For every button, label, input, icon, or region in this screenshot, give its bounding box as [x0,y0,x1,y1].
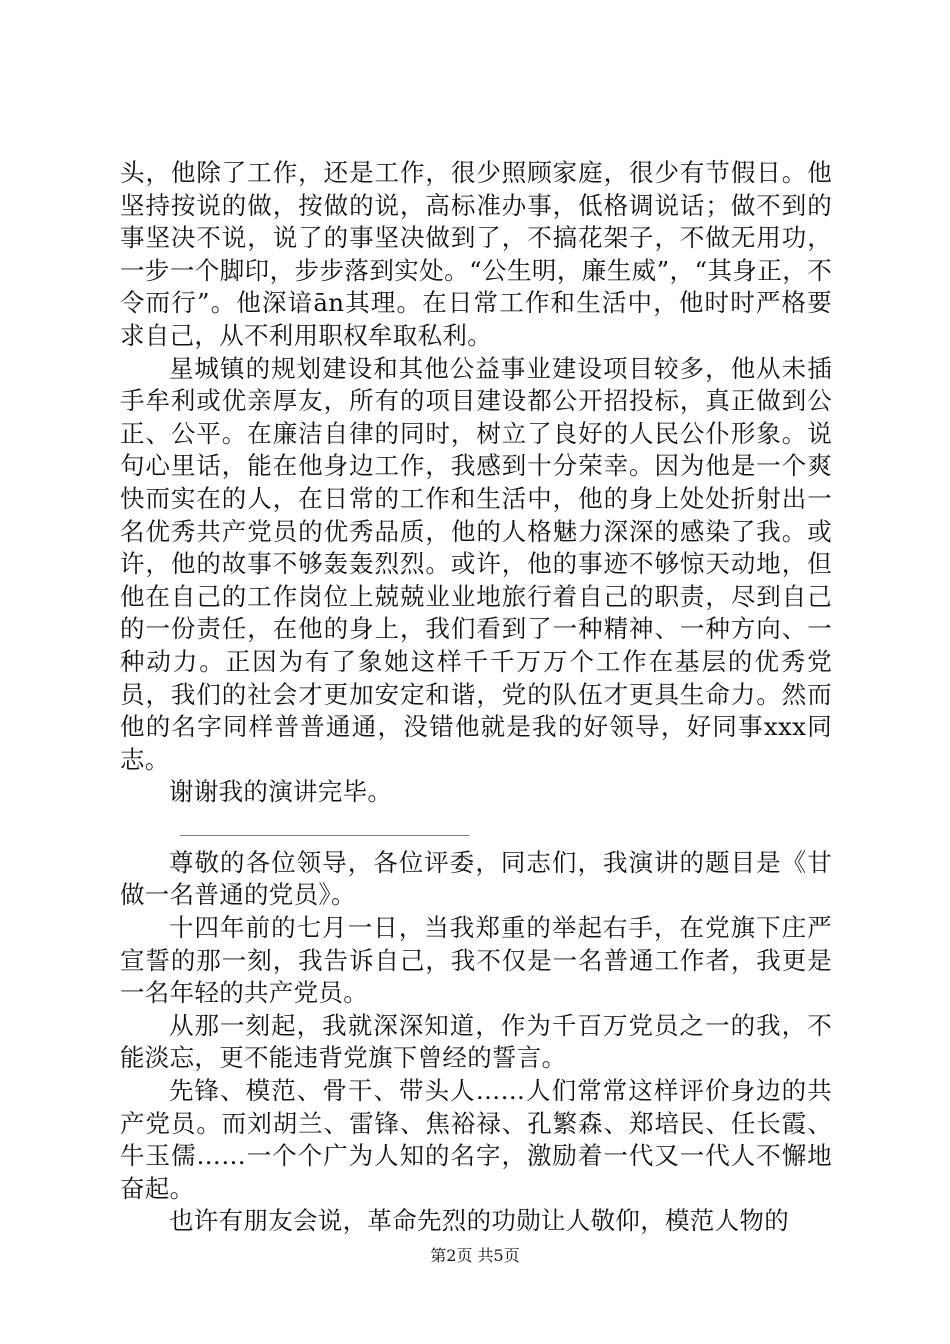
document-body [120,157,832,1238]
section-divider: ________________________________ [180,817,469,836]
paragraph-5: 十四年前的七月一日，当我郑重的举起右手，在党旗下庄严宣誓的那一刻，我告诉自己，我不仅是一名普通工作者，我更是一名年轻的共产党员。 [120,913,832,1008]
page-footer: 第2页 共5页 [430,1246,520,1265]
paragraph-7: 先锋、模范、骨干、带头人……人们常常这样评价身边的共产党员。而刘胡兰、雷锋、焦裕禄、孔繁森、郑培民、任长霞、牛玉儒……一个个广为人知的名字，激励着一代又一代人不懈地奋起。 [120,1076,832,1203]
paragraph-8: 也许有朋友会说，革命先烈的功勋让人敬仰，模范人物的 [169,1206,789,1236]
paragraph-6: 从那一刻起，我就深深知道，作为千百万党员之一的我，不能淡忘，更不能违背党旗下曾经的誓言。 [120,1010,832,1073]
paragraph-1: 头，他除了工作，还是工作，很少照顾家庭，很少有节假日。他坚持按说的做，按做的说，高标准办事，低格调说话；做不到的事坚决不说，说了的事坚决做到了，不搞花架子，不做无用功，一步一个脚印，步步落到实处。“公生明，廉生威”，“其身正，不令而行”。他深谙ān其理。在日常工作和生活中，他时时严格要求自己，从不利用职权牟取私利。 [120,158,832,350]
paragraph-4: 尊敬的各位领导，各位评委，同志们，我演讲的题目是《甘做一名普通的党员》。 [120,847,832,910]
paragraph-2: 星城镇的规划建设和其他公益事业建设项目较多，他从未插手牟利或优亲厚友，所有的项目建设都公开招投标，真正做到公正、公平。在廉洁自律的同时，树立了良好的人民公仆形象。说句心里话，能在他身边工作，我感到十分荣幸。因为他是一个爽快而实在的人，在日常的工作和生活中，他的身上处处折射出一名优秀共产党员的优秀品质，他的人格魅力深深的感染了我。或许，他的故事不够轰轰烈烈。或许，他的事迹不够惊天动地，但他在自己的工作岗位上兢兢业业地旅行着自己的职责，尽到自己的一份责任，在他的身上，我们看到了一种精神、一种方向、一种动力。正因为有了象她这样千千万万个工作在基层的优秀党员，我们的社会才更加安定和谐，党的队伍才更具生命力。然而他的名字同样普普通通，没错他就是我的好领导，好同事xxx同志。 [120,353,832,774]
paragraph-3: 谢谢我的演讲完毕。 [169,777,393,807]
